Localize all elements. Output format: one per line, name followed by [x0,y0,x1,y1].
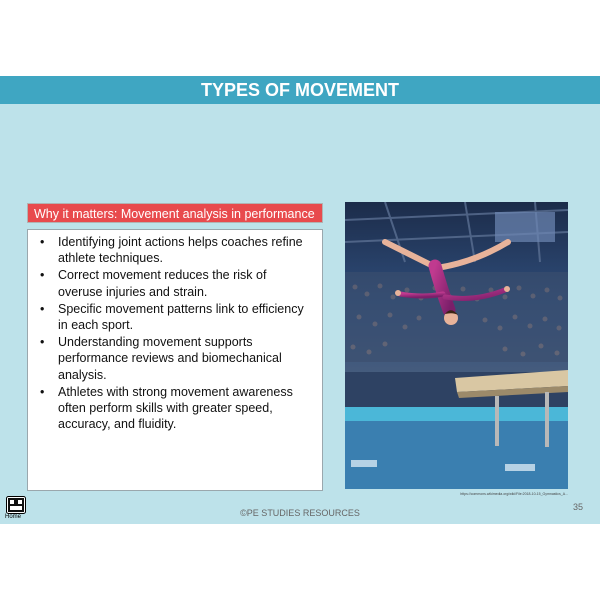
home-label[interactable]: Home [5,514,22,520]
gymnast-photo-illustration [345,202,568,489]
bullet-item [36,267,314,299]
bullet-item [36,301,314,333]
footer-copyright: ©PE STUDIES RESOURCES [240,508,360,518]
bullet-text: Identifying joint actions helps coaches refine athlete techniques. [58,235,303,266]
bullet-text: Specific movement patterns link to efficiency in each sport. [58,301,304,333]
bullet-dot: • [40,268,45,283]
bullet-text: Athletes with strong movement awareness often perform skills with greater speed, accuracy, and fluidity. [58,384,293,432]
bullet-item [36,334,314,383]
slide [0,76,600,524]
gymnast-photo [345,202,568,489]
bullet-text: Understanding movement supports performance reviews and biomechanical analysis. [58,335,282,382]
section-header: Why it matters: Movement analysis in performance [27,203,323,223]
bullet-item [36,234,314,266]
bullet-dot: • [40,335,45,350]
bullet-list-box [27,229,323,491]
bullet-text: Correct movement reduces the risk of overuse injuries and strain. [58,268,267,299]
bullet-item [36,384,314,433]
bullet-dot: • [40,301,45,316]
slide-title: TYPES OF MOVEMENT [0,76,600,104]
image-credit: https://commons.wikimedia.org/wiki/File:2018-10-15_Gymnastics_A... [460,492,568,496]
bullet-list [36,234,314,432]
bullet-dot: • [40,235,45,249]
page-number: 35 [572,502,583,512]
bullet-dot: • [40,384,45,399]
